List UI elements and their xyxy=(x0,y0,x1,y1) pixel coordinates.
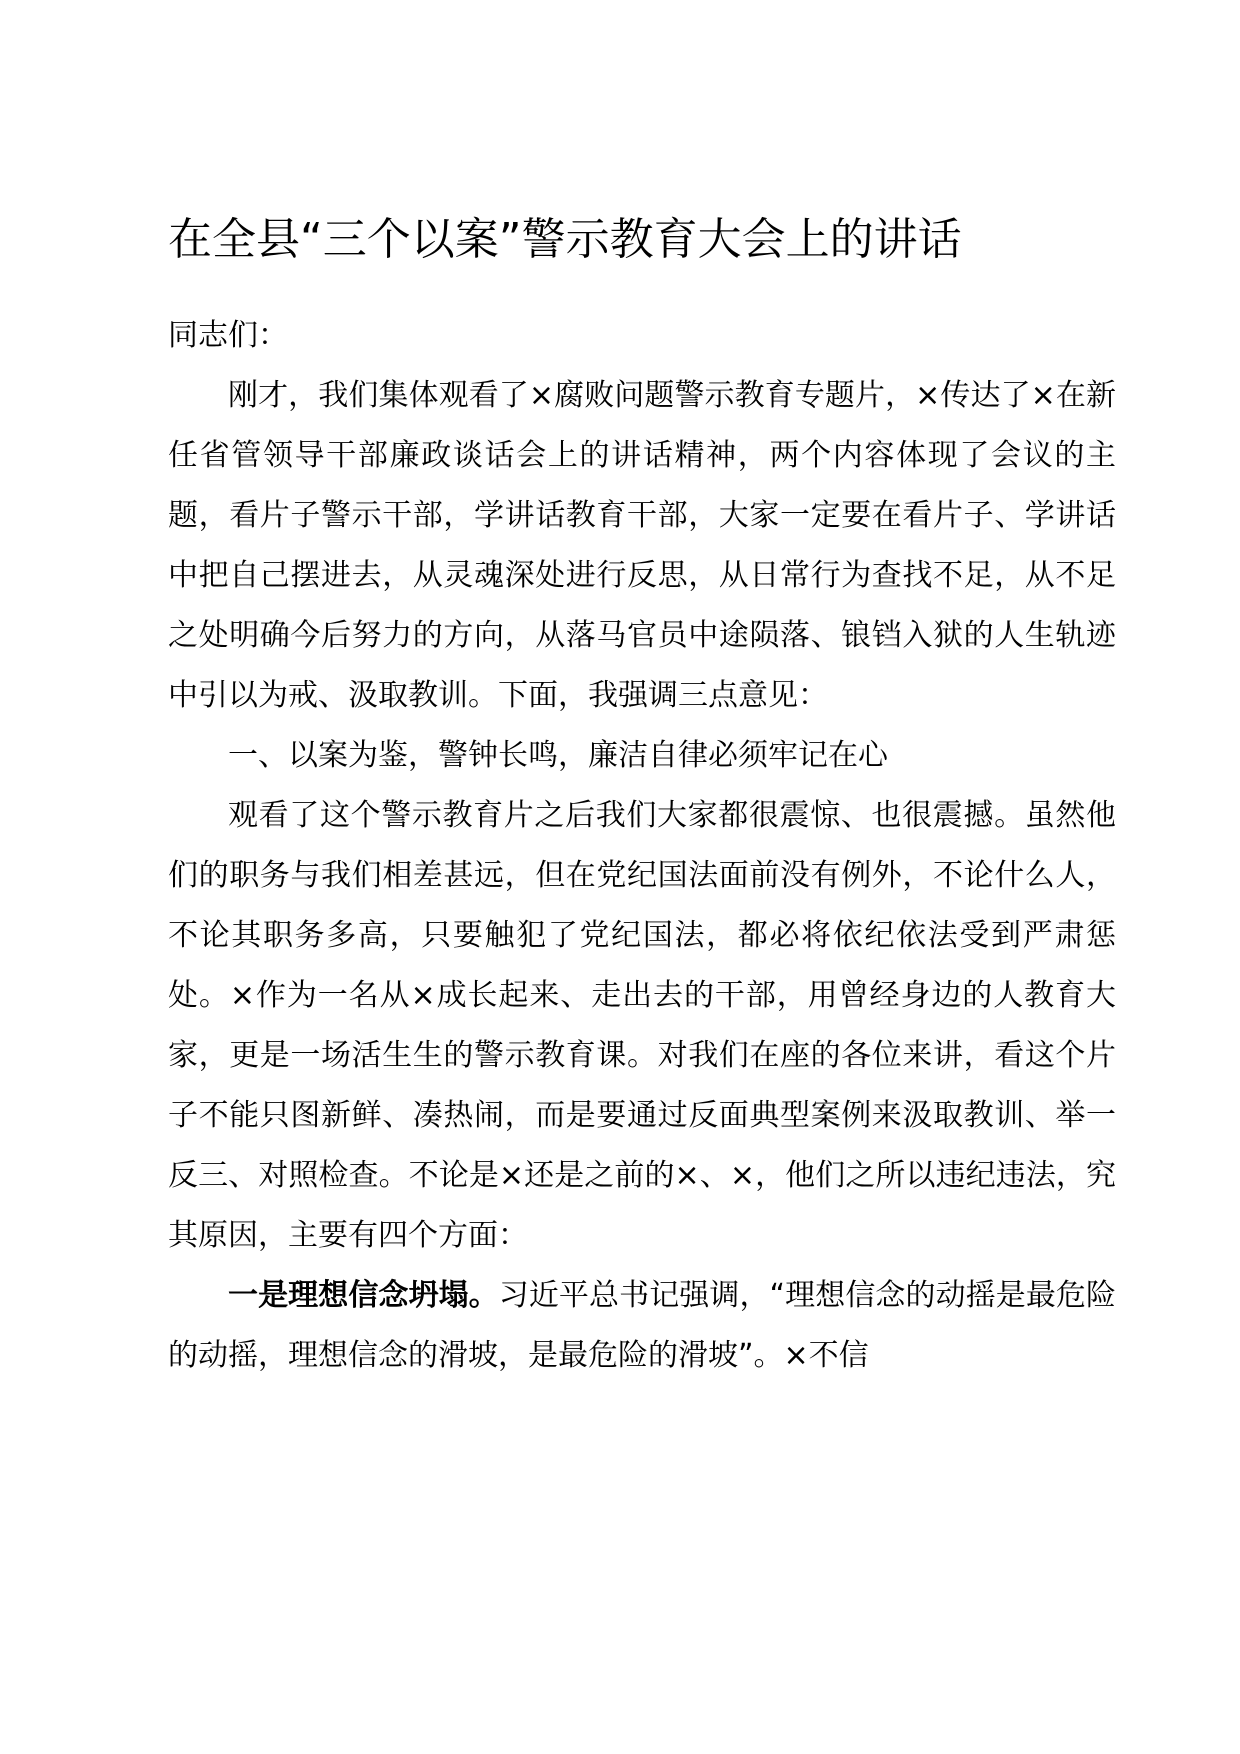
salutation: 同志们： xyxy=(168,318,288,353)
point-1-lead: 一是理想信念坍塌。 xyxy=(228,1278,499,1313)
document-body xyxy=(168,306,1116,1386)
paragraph-section-1: 观看了这个警示教育片之后我们大家都很震惊、也很震撼。虽然他们的职务与我们相差甚远，但在党纪国法面前没有例外，不论什么人，不论其职务多高，只要触犯了党纪国法，都必将依纪依法受到严肃惩处。×作为一名从×成长起来、走出去的干部，用曾经身边的人教育大家，更是一场活生生的警示教育课。对我们在座的各位来讲，看这个片子不能只图新鲜、凑热闹，而是要通过反面典型案例来汲取教训、举一反三、对照检查。不论是×还是之前的×、×，他们之所以违纪违法，究其原因，主要有四个方面： xyxy=(168,798,1116,1253)
paragraph-intro: 刚才，我们集体观看了×腐败问题警示教育专题片，×传达了×在新任省管领导干部廉政谈话会上的讲话精神，两个内容体现了会议的主题，看片子警示干部，学讲话教育干部，大家一定要在看片子、学讲话中把自己摆进去，从灵魂深处进行反思，从日常行为查找不足，从不足之处明确今后努力的方向，从落马官员中途陨落、锒铛入狱的人生轨迹中引以为戒、汲取教训。下面，我强调三点意见： xyxy=(168,378,1116,713)
point-1-text: 习近平总书记强调，“理想信念的动摇是最危险的动摇，理想信念的滑坡，是最危险的滑坡”。×不信 xyxy=(168,1278,1116,1373)
section-heading-1: 一、以案为鉴，警钟长鸣，廉洁自律必须牢记在心 xyxy=(228,738,888,773)
document-title: 在全县“三个以案”警示教育大会上的讲话 xyxy=(168,214,962,265)
paragraph-point-1 xyxy=(168,1266,1116,1386)
